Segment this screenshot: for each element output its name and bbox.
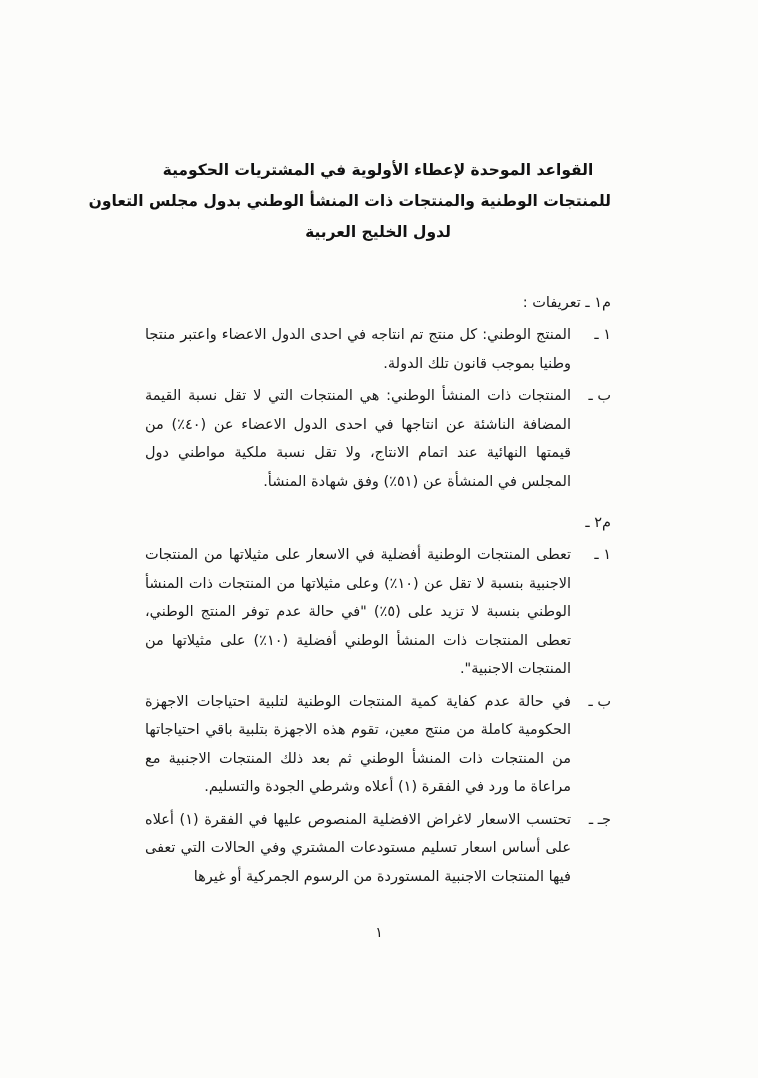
section-heading-m2: م٢ ـ <box>585 515 611 531</box>
section-m2 <box>145 508 611 891</box>
item-text: في حالة عدم كفاية كمية المنتجات الوطنية لتلبية احتياجات الاجهزة الحكومية كاملة من منتج معين، تقوم هذه الاجهزة بتلبية باقي احتياجاتها من المنتجات ذات المنشأ الوطني ثم بعد ذلك المنتجات الاجنبية مع مراعاة ما ورد في الفقرة (١) أعلاه وشرطي الجودة والتسليم. <box>145 693 571 795</box>
list-item <box>145 688 611 802</box>
list-item <box>145 382 611 496</box>
list-item <box>145 806 611 892</box>
document-content <box>88 155 611 903</box>
list-item <box>145 321 611 378</box>
item-marker: ب ـ <box>588 388 611 404</box>
list-item <box>145 541 611 684</box>
item-marker: ١ ـ <box>594 547 611 563</box>
document-title <box>88 155 611 248</box>
item-text: المنتج الوطني: كل منتج تم انتاجه في احدى الدول الاعضاء واعتبر منتجا وطنيا بموجب قانون تلك الدولة. <box>145 327 571 372</box>
title-line-2: للمنتجات الوطنية والمنتجات ذات المنشأ الوطني بدول مجلس التعاون <box>88 192 611 210</box>
section-heading-m1: م١ ـ تعريفات : <box>522 295 611 311</box>
item-marker: ب ـ <box>588 693 611 710</box>
title-line-1: القواعد الموحدة لإعطاء الأولوية في المشتريات الحكومية <box>162 161 594 179</box>
section-definitions <box>145 288 611 496</box>
item-text: تعطى المنتجات الوطنية أفضلية في الاسعار على مثيلاتها من المنتجات الاجنبية بنسبة لا تقل عن (١٠٪) وعلى مثيلاتها من المنتجات ذات المنشأ الوطني بنسبة لا تزيد على (٥٪) "في حالة عدم توفر المنتج الوطني، تعطى المنتجات ذات المنشأ الوطني أفضلية (١٠٪) على مثيلاتها من المنتجات الاجنبية". <box>145 547 572 677</box>
title-line-3: لدول الخليج العربية <box>305 223 451 241</box>
item-marker: جـ ـ <box>588 811 611 828</box>
item-text: تحتسب الاسعار لاغراض الافضلية المنصوص عليها في الفقرة (١) أعلاه على أساس اسعار تسليم مستودعات المشتري وفي الحالات التي تعفى فيها المنتجات الاجنبية المستوردة من الرسوم الجمركية أو غيرها <box>145 811 571 885</box>
item-text: المنتجات ذات المنشأ الوطني: هي المنتجات التي لا تقل نسبة القيمة المضافة الناشئة عن انتاجها في احدى الدول الاعضاء عن (٤٠٪) من قيمتها النهائية عند اتمام الانتاج، ولا تقل نسبة ملكية مواطني دول المجلس في المنشأة عن (٥١٪) وفق شهادة المنشأ. <box>145 388 571 490</box>
item-marker: ١ ـ <box>594 327 611 343</box>
page-number: ١ <box>375 925 383 941</box>
